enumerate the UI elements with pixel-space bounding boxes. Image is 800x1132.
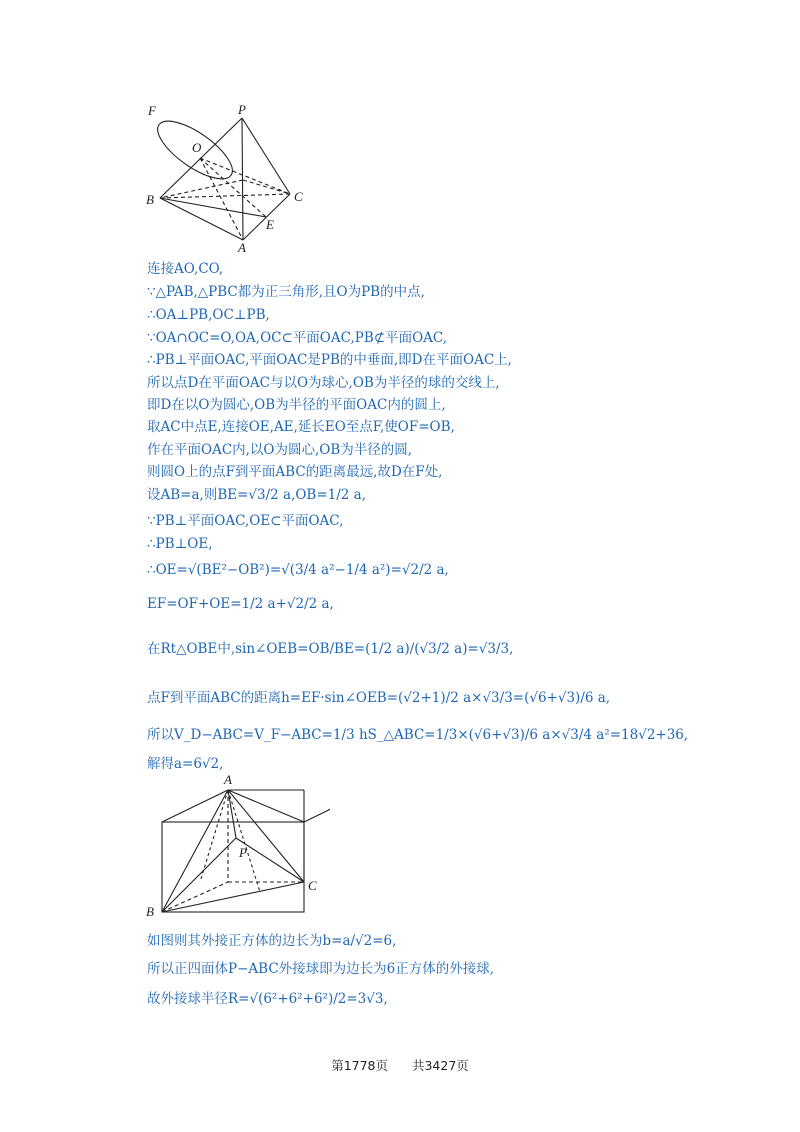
label-A: A <box>238 240 246 255</box>
text-line: 所以点D在平面OAC与以O为球心,OB为半径的球的交线上, <box>147 375 500 391</box>
text-line: 设AB=a,则BE=√3/2 a,OB=1/2 a, <box>147 487 367 503</box>
label-P: P <box>238 102 246 117</box>
cube-figure <box>140 772 330 920</box>
text-line: 作在平面OAC内,以O为圆心,OB为半径的圆, <box>147 442 413 458</box>
tetrahedron-figure <box>140 100 310 260</box>
text-line: EF=OF+OE=1/2 a+√2/2 a, <box>147 596 334 612</box>
text-line: ∴PB⊥平面OAC,平面OAC是PB的中垂面,即D在平面OAC上, <box>147 352 512 368</box>
text-line: 点F到平面ABC的距离h=EF·sin∠OEB=(√2+1)/2 a×√3/3=(√6+√3)/6 a, <box>147 690 611 706</box>
label-O: O <box>192 140 202 155</box>
label-A: A <box>224 772 232 787</box>
label-F: F <box>148 103 156 118</box>
label-C: C <box>308 878 317 893</box>
page-number: 第1778页 <box>331 1058 388 1073</box>
text-line: ∵△PAB,△PBC都为正三角形,且O为PB的中点, <box>147 284 425 300</box>
text-line: ∵OA∩OC=O,OA,OC⊂平面OAC,PB⊄平面OAC, <box>147 330 448 346</box>
text-line: 故外接球半径R=√(6²+6²+6²)/2=3√3, <box>147 991 388 1007</box>
label-B: B <box>146 192 154 207</box>
text-line: ∵PB⊥平面OAC,OE⊂平面OAC, <box>147 513 344 529</box>
text-line: 所以正四面体P−ABC外接球即为边长为6正方体的外接球, <box>147 961 495 977</box>
text-line: 在Rt△OBE中,sin∠OEB=OB/BE=(1/2 a)/(√3/2 a)=√3/3, <box>147 641 514 657</box>
text-line: 取AC中点E,连接OE,AE,延长EO至点F,使OF=OB, <box>147 419 455 435</box>
text-line: ∴OE=√(BE²−OB²)=√(3/4 a²−1/4 a²)=√2/2 a, <box>147 562 449 578</box>
text-line: 所以V_D−ABC=V_F−ABC=1/3 hS_△ABC=1/3×(√6+√3)/6 a×√3/4 a²=18√2+36, <box>147 727 689 743</box>
text-line: 如图则其外接正方体的边长为b=a/√2=6, <box>147 933 397 949</box>
text-line: 解得a=6√2, <box>147 756 224 772</box>
text-line: 则圆O上的点F到平面ABC的距离最远,故D在F处, <box>147 464 443 480</box>
page-total: 共3427页 <box>411 1058 469 1073</box>
label-B: B <box>146 904 154 919</box>
label-C: C <box>294 189 303 204</box>
text-line: 连接AO,CO, <box>147 261 224 277</box>
label-P: P <box>239 845 247 860</box>
page-footer <box>0 1056 800 1074</box>
text-line: 即D在以O为圆心,OB为半径的平面OAC内的圆上, <box>147 397 446 413</box>
label-E: E <box>266 217 274 232</box>
text-line: ∴OA⊥PB,OC⊥PB, <box>147 307 270 323</box>
text-line: ∴PB⊥OE, <box>147 536 213 552</box>
